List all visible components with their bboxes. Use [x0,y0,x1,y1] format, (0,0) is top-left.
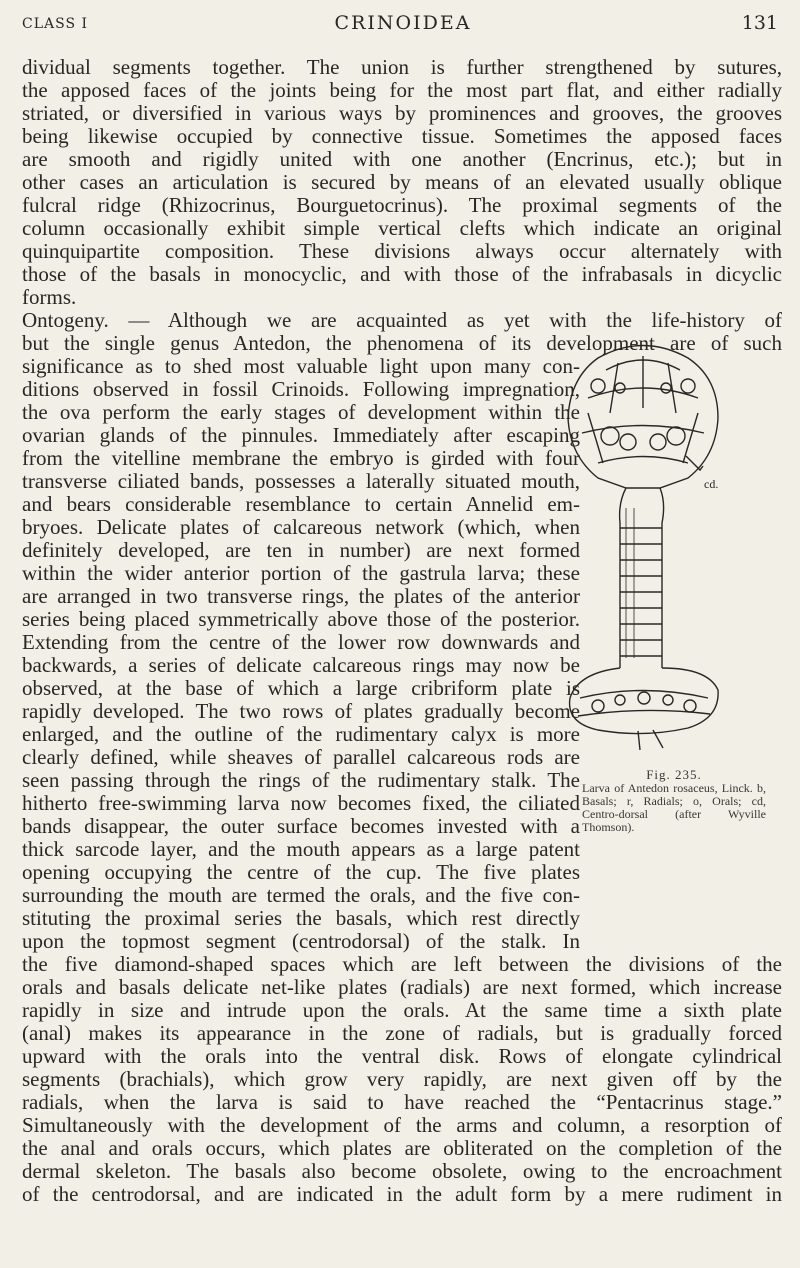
text-line: (anal) makes its appearance in the zone of radials, but is gradually forced [22,1022,782,1045]
paragraph-structure [22,56,782,309]
text-line: transverse ciliated bands, possesses a laterally situated mouth, [22,470,580,493]
text-line: and bears considerable resemblance to certain Annelid em- [22,493,580,516]
text-line: bands disappear, the outer surface becomes invested with a [22,815,580,838]
text-line: surrounding the mouth are termed the orals, and the five con- [22,884,580,907]
text-line: fulcral ridge (Rhizocrinus, Bourguetocrinus). The proximal segments of the [22,194,782,217]
text-line: forms. [22,286,77,309]
text-line: ovarian glands of the pinnules. Immediately after escaping [22,424,580,447]
text-line: hitherto free-swimming larva now becomes fixed, the ciliated [22,792,580,815]
text-line: are smooth and rigidly united with one another (Encrinus, etc.); but in [22,148,782,171]
larva-illustration [558,338,728,770]
text-line: significance as to shed most valuable light upon many con- [22,355,580,378]
text-line: Extending from the centre of the lower row downwards and [22,631,580,654]
text-line: dividual segments together. The union is further strengthened by sutures, [22,56,782,79]
text-line: thick sarcode layer, and the mouth appears as a large patent [22,838,580,861]
text-line: column occasionally exhibit simple vertical clefts which indicate an original [22,217,782,240]
label-cd: cd. [704,477,719,491]
text-line: upward with the orals into the ventral disk. Rows of elongate cylindrical [22,1045,782,1068]
text-line: stituting the proximal series the basals, which rest directly [22,907,580,930]
text-line: the anal and orals occurs, which plates are obliterated on the completion of the [22,1137,782,1160]
figure-number: Fig. 235. [646,767,702,782]
text-line: upon the topmost segment (centrodorsal) of the stalk. In [22,930,580,953]
text-line: but the single genus Antedon, the phenomena of its development are of such [22,332,782,355]
text-line: definitely developed, are ten in number) are next formed [22,539,580,562]
text-line: Ontogeny. — Although we are acquainted as yet with the life-history of [22,309,782,332]
text-line: orals and basals delicate net-like plates (radials) are next formed, which increase [22,976,782,999]
text-line: observed, at the base of which a large cribriform plate is [22,677,580,700]
text-line: quinquipartite composition. These divisions always occur alternately with [22,240,782,263]
text-line: other cases an articulation is secured by means of an elevated usually oblique [22,171,782,194]
figure-caption [582,768,766,834]
text-line: ditions observed in fossil Crinoids. Following impregnation, [22,378,580,401]
text-line: Simultaneously with the development of the arms and column, a resorption of [22,1114,782,1137]
text-line: striated, or diversified in various ways by prominences and grooves, the grooves [22,102,782,125]
text-line: rapidly in size and intrude upon the orals. At the same time a sixth plate [22,999,782,1022]
text-line: seen passing through the rings of the rudimentary stalk. The [22,769,580,792]
paragraph-ontogeny-continued [22,953,782,1206]
basal-plate [570,668,719,734]
text-line: opening occupying the centre of the cup. The five plates [22,861,580,884]
text-line: from the vitelline membrane the embryo is girded with four [22,447,580,470]
text-line: within the wider anterior portion of the gastrula larva; these [22,562,580,585]
figure-caption-text: Larva of Antedon rosaceus, Linck. b, Basals; r, Radials; o, Orals; cd, Centro-dorsal (after Wyville Thomson). [582,781,766,834]
text-line: the five diamond-shaped spaces which are left between the divisions of the [22,953,782,976]
text-line: those of the basals in monocyclic, and with those of the infrabasals in dicyclic [22,263,782,286]
text-line: backwards, a series of delicate calcareous rings may now be [22,654,580,677]
section-title: CRINOIDEA [334,12,472,34]
text-line: clearly defined, while sheaves of parallel calcareous rods are [22,746,580,769]
class-label: CLASS I [22,16,89,32]
text-line: bryoes. Delicate plates of calcareous network (which, when [22,516,580,539]
text-line: rapidly developed. The two rows of plates gradually become [22,700,580,723]
text-line: segments (brachials), which grow very rapidly, are next given off by the [22,1068,782,1091]
text-line: radials, when the larva is said to have reached the “Pentacrinus stage.” [22,1091,782,1114]
text-line: the apposed faces of the joints being for the most part flat, and either radially [22,79,782,102]
page-number: 131 [741,12,778,34]
running-header [22,12,784,42]
text-line: are arranged in two transverse rings, the plates of the anterior [22,585,580,608]
text-line: dermal skeleton. The basals also become obsolete, owing to the encroachment [22,1160,782,1183]
text-line: the ova perform the early stages of development within the [22,401,580,424]
text-line: being likewise occupied by connective tissue. Sometimes the apposed faces [22,125,782,148]
text-line: enlarged, and the outline of the rudimentary calyx is more [22,723,580,746]
text-line: of the centrodorsal, and are indicated in the adult form by a mere rudiment in [22,1183,782,1206]
text-line: series being placed symmetrically above those of the posterior. [22,608,580,631]
